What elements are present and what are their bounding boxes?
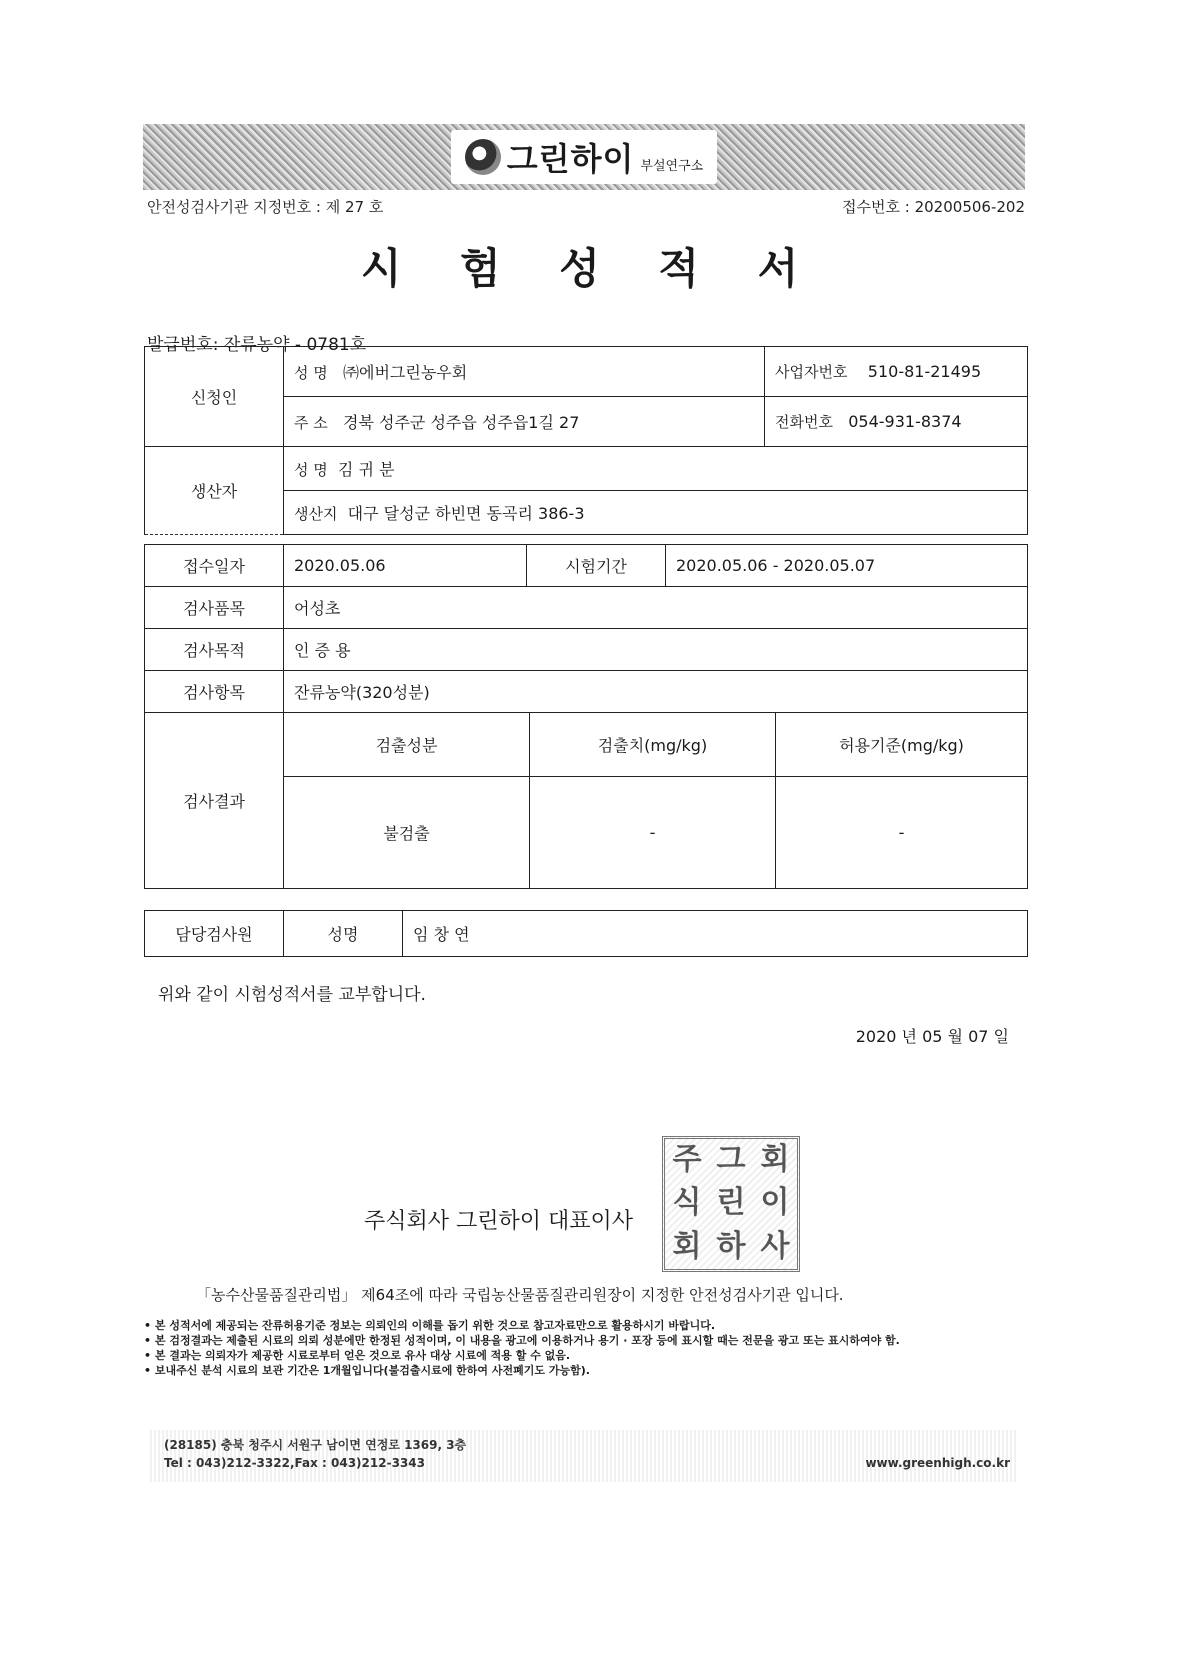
signatory: 주식회사 그린하이 대표이사 — [364, 1209, 634, 1234]
logo-mark-icon — [465, 139, 501, 175]
result-label: 검사결과 — [145, 713, 284, 889]
statement: 위와 같이 시험성적서를 교부합니다. — [158, 985, 426, 1005]
col-component: 검출성분 — [284, 713, 530, 777]
inspector-name: 임 창 연 — [403, 911, 1028, 957]
official-seal — [662, 1136, 800, 1272]
applicant-label: 신청인 — [145, 347, 284, 447]
applicant-phone-cell — [765, 397, 1028, 447]
test-period: 2020.05.06 - 2020.05.07 — [666, 545, 1028, 587]
receipt-number: 접수번호 : 20200506-202 — [842, 198, 1025, 216]
seal-char: 회 — [760, 1142, 790, 1177]
phone-number: 054-931-8374 — [848, 412, 962, 431]
test-purpose: 인 증 용 — [284, 629, 1028, 671]
logo — [451, 130, 717, 184]
test-item: 어성초 — [284, 587, 1028, 629]
applicant-biz-cell — [765, 347, 1028, 397]
note-item: • 본 결과는 의뢰자가 제공한 시료로부터 얻은 것으로 유사 대상 시료에 적용 할 수 없음. — [144, 1349, 571, 1362]
header-banner — [143, 124, 1025, 190]
receipt-date-label: 접수일자 — [145, 545, 284, 587]
producer-name-label: 성 명 — [294, 461, 328, 479]
note-item: • 보내주신 분석 시료의 보관 기간은 1개월입니다(불검출시료에 한하여 사전폐기도 가능함). — [144, 1364, 590, 1377]
purpose-label: 검사목적 — [145, 629, 284, 671]
seal-char: 그 — [716, 1142, 746, 1177]
producer-origin: 대구 달성군 하빈면 동곡리 386-3 — [347, 504, 585, 523]
col-value: 검출치(mg/kg) — [530, 713, 776, 777]
footer-address: (28185) 충북 청주시 서원구 남이면 연정로 1369, 3층 — [164, 1438, 467, 1452]
logo-subtitle: 부설연구소 — [640, 158, 704, 174]
issue-date: 2020 년 05 월 07 일 — [855, 1027, 1009, 1046]
document-title: 시 험 성 적 서 — [360, 244, 821, 293]
test-scope: 잔류농약(320성분) — [284, 671, 1028, 713]
producer-origin-cell — [284, 491, 1028, 535]
producer-label: 생산자 — [145, 447, 284, 535]
footer-web: www.greenhigh.co.kr — [865, 1456, 1010, 1470]
issue-number: 발급번호: 잔류농약 - 0781호 — [147, 335, 367, 355]
result-component: 불검출 — [284, 777, 530, 889]
footer — [150, 1430, 1018, 1482]
note-item: • 본 성적서에 제공되는 잔류허용기준 정보는 의뢰인의 이해를 돕기 위한 것으로 참고자료만으로 활용하시기 바랍니다. — [144, 1319, 716, 1332]
origin-label: 생산지 — [294, 505, 338, 523]
note-item: • 본 검정결과는 제출된 시료의 의뢰 성분에만 한정된 성적이며, 이 내용을 광고에 이용하거나 용기 · 포장 등에 표시할 때는 전문을 광고 또는 표시하여야 함. — [144, 1334, 900, 1347]
test-table — [144, 544, 1028, 713]
applicant-address-label: 주 소 — [294, 414, 328, 432]
inspector-label: 담당검사원 — [145, 911, 284, 957]
seal-char: 주 — [672, 1142, 702, 1177]
inspector-table — [144, 910, 1028, 957]
receipt-date: 2020.05.06 — [284, 545, 527, 587]
applicant-name: ㈜에버그린농우회 — [343, 363, 468, 382]
seal-char: 식 — [672, 1185, 702, 1221]
result-table — [144, 712, 1028, 889]
seal-char: 이 — [760, 1185, 790, 1221]
producer-name-cell — [284, 447, 1028, 491]
legal-note: 「농수산물품질관리법」 제64조에 따라 국립농산물품질관리원장이 지정한 안전성검사기관 입니다. — [196, 1286, 844, 1304]
seal-char: 회 — [672, 1228, 702, 1264]
test-period-label: 시험기간 — [527, 545, 666, 587]
logo-text: 그린하이 — [506, 140, 635, 178]
scope-label: 검사항목 — [145, 671, 284, 713]
applicant-address-cell — [284, 397, 765, 447]
seal-char: 하 — [716, 1228, 746, 1264]
inspector-name-label: 성명 — [284, 911, 403, 957]
seal-char: 린 — [716, 1185, 746, 1221]
seal-char: 사 — [760, 1228, 790, 1264]
producer-name: 김 귀 분 — [337, 460, 395, 479]
col-limit: 허용기준(mg/kg) — [776, 713, 1028, 777]
result-value: - — [530, 777, 776, 889]
notes-list — [144, 1318, 1014, 1378]
biz-number: 510-81-21495 — [867, 362, 982, 381]
designation-number: 안전성검사기관 지정번호 : 제 27 호 — [147, 198, 384, 216]
party-table — [144, 346, 1028, 535]
item-label: 검사품목 — [145, 587, 284, 629]
footer-tel: Tel : 043)212-3322,Fax : 043)212-3343 — [164, 1456, 425, 1470]
applicant-name-label: 성 명 — [294, 364, 328, 382]
biz-number-label: 사업자번호 — [775, 363, 848, 381]
phone-label: 전화번호 — [775, 413, 833, 431]
applicant-address: 경북 성주군 성주읍 성주읍1길 27 — [343, 413, 580, 432]
applicant-name-cell — [284, 347, 765, 397]
result-limit: - — [776, 777, 1028, 889]
